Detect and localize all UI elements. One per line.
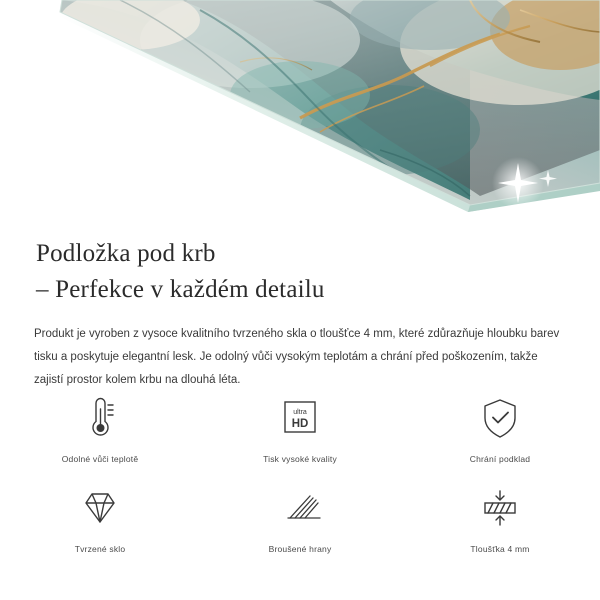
shield-check-icon: [472, 392, 528, 444]
feature-item-protection: [400, 392, 600, 464]
feature-grid: [0, 392, 600, 554]
headline-line-1: Podložka pod krb: [36, 240, 216, 267]
feature-label: Odolné vůči teplotě: [61, 454, 139, 464]
feature-label: Tvrzené sklo: [74, 544, 126, 554]
feature-item-tempered-glass: [0, 482, 200, 554]
feature-label: Broušené hrany: [268, 544, 332, 554]
feature-label: Chrání podklad: [469, 454, 531, 464]
headline-line-2: – Perfekce v každém detailu: [36, 275, 325, 303]
feature-item-print-quality: [200, 392, 400, 464]
feature-item-thickness: [400, 482, 600, 554]
polished-edges-icon: [272, 482, 328, 534]
hero-image: [0, 0, 600, 218]
svg-text:HD: HD: [291, 418, 309, 430]
feature-label: Tloušťka 4 mm: [470, 544, 530, 554]
thickness-icon: [472, 482, 528, 534]
feature-item-polished-edges: [200, 482, 400, 554]
page-title: [0, 218, 600, 307]
svg-text:ultra: ultra: [293, 409, 307, 416]
feature-item-temperature: [0, 392, 200, 464]
ultra-hd-icon: [272, 392, 328, 444]
description-content: [0, 218, 600, 392]
marble-artwork: [0, 0, 600, 218]
feature-label: Tisk vysoké kvality: [263, 454, 337, 464]
thermometer-icon: [72, 392, 128, 444]
diamond-icon: [72, 482, 128, 534]
description-paragraph: Produkt je vyroben z vysoce kvalitního tvrzeného skla o tloušťce 4 mm, které zdůrazňuje hloubku barev tisku a poskytuje elegantní lesk. Je odolný vůči vysokým teplotám a chrání před poškozením, takže zajistí prostor kolem krbu na dlouhá léta.: [34, 328, 560, 386]
